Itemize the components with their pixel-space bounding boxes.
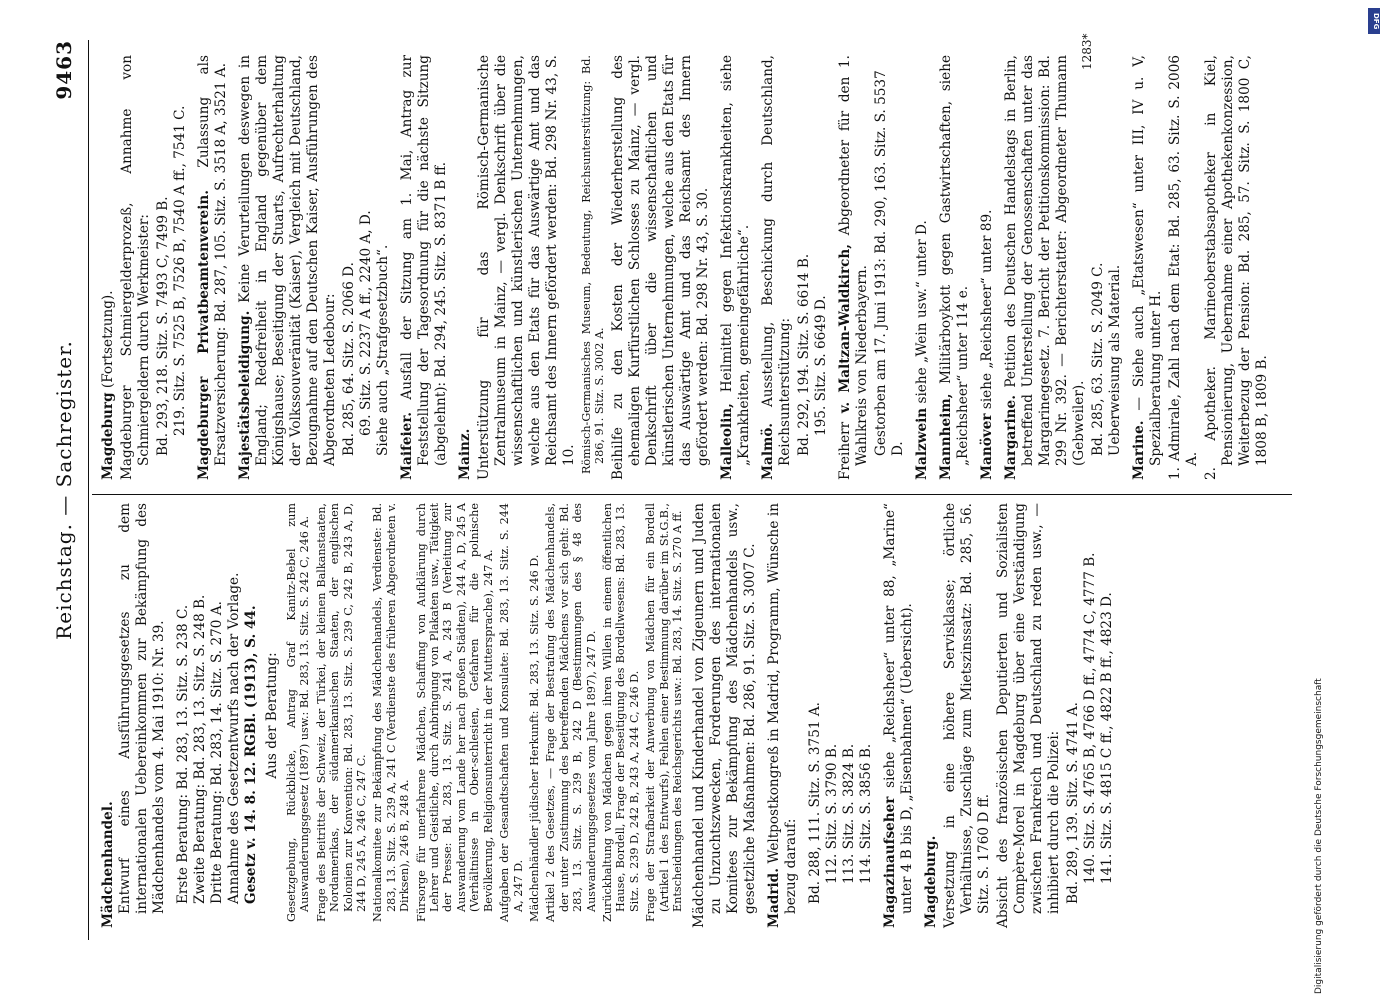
entry-text: Heilmittel gegen Infektionskrankheiten, siehe „Krankheiten, gemeingefährliche“. (718, 55, 752, 466)
entry-text: Absicht des französischen Deputierten und Sozialisten Compère-Morel in Magdeburg über eine Verständigung zwischen Frankreich und Deutschland zu reden usw., — inhibiert durch die Polizei: (995, 503, 1063, 928)
entry-text: Freiherr (836, 421, 853, 480)
entry-majestaetsbeleidigung (237, 55, 339, 480)
entry-mannheim (938, 55, 972, 480)
footer-mark: 1283* (1080, 33, 1094, 70)
entry-heading: Margarine. (1002, 395, 1019, 480)
entry-heading: Malzwein (913, 407, 930, 480)
entry-text: Weltpostkongreß in Madrid, Programm, Wünsche in bezug darauf: (766, 503, 800, 914)
detail-item: Aufgaben der Gesandtschaften und Konsulate: Bd. 283, 13. Sitz. S. 244 A, 247 D. (498, 503, 525, 922)
entry-malleolin (719, 55, 753, 480)
entry-sub: 219. Sitz. S. 7525 B, 7526 B, 7540 A ff., 7541 C. (172, 105, 188, 436)
detail-item: Artikel 2 des Gesetzes, — Frage der Bestrafung des Mädchenhandels, der unter Zustimmung des betreffenden Mädchens vor sich geht: Bd. 283, 13. Sitz. S. 239 B, 242 D (Bestimmungen des § 48 des Auswanderungsgesetzes vom Jahre 1897), 247 D. (544, 503, 598, 922)
entry-heading: Marine. (1130, 420, 1147, 480)
entry-heading: Mannheim, (937, 393, 954, 480)
detail-item: Nationalkomitee zur Bekämpfung des Mädchenhandels, Verdienste: Bd. 283, 13. Sitz. S. 239 A, 241 C (Verdienste des früheren Abgeordneten v. Dirksen), 246 B, 248 A. (371, 503, 412, 922)
entry-maltzan (837, 55, 871, 480)
entry-sub: Bd. 289, 139. Sitz. S. 4741 A. (1065, 702, 1082, 904)
entry-sub: Erste Beratung: Bd. 283, 13. Sitz. S. 238 C. (175, 604, 191, 904)
digitization-text: Digitalisierung gefördert durch die Deutsche Forschungsgemeinschaft (1314, 678, 1324, 994)
entry-text: siehe „Reichsheer“ unter 89. (978, 209, 995, 410)
entry-text: (Fortsetzung). (100, 290, 116, 389)
entry-text: — Siehe auch „Etatswesen“ unter III, IV u. V, Spezialberatung unter H. (1130, 55, 1164, 466)
entry-sub: 140. Sitz. S. 4765 B, 4766 D ff., 4774 C, 4777 B. (1082, 552, 1099, 884)
entry-sub: Bd. 285, 63. Sitz. S. 2049 C. (1089, 262, 1106, 456)
entry-heading: Malleolin, (718, 403, 735, 480)
entry-heading: Magdeburger Privatbeamtenverein. (196, 190, 212, 480)
entry-text: siehe „Reichsheer“ unter 88, „Marine“ unter 4 B bis D, „Eisenbahnen“ (Uebersicht). (882, 503, 916, 914)
left-column (100, 503, 1116, 928)
entry-heading: Magazinaufseher (882, 796, 899, 928)
entry-text: Ausstellung, Beschickung durch Deutschland, Reichsunterstützung: (759, 55, 793, 466)
entry-sub: 113. Sitz. S. 3824 B. (841, 743, 858, 884)
entry-heading: Madrid. (766, 868, 783, 928)
entry-mainz (457, 55, 474, 480)
numbered-item: 1. Admirale, Zahl nach dem Etat: Bd. 285, 63. Sitz. S. 2006 A. (1166, 55, 1200, 480)
entry-sub: 112. Sitz. S. 3790 B. (824, 743, 841, 884)
entry-sub: 195. Sitz. S. 6649 D. (812, 295, 829, 436)
entry-maifeier (399, 55, 450, 480)
entry-magazinaufseher (882, 503, 916, 928)
dfg-logo: DFG (1368, 8, 1380, 34)
entry-sub: Siehe auch „Strafgesetzbuch“. (375, 244, 391, 456)
entry-margarine (1003, 55, 1088, 480)
entry-sub: Zweite Beratung: Bd. 283, 13. Sitz. S. 248 B. (192, 594, 208, 904)
entry-heading: Mainz. (457, 428, 473, 480)
entry-sub: Ueberweisung als Material. (1106, 264, 1123, 456)
entry-text: siehe „Wein usw.“ unter D. (913, 220, 930, 404)
entry-magdeburg-cont (100, 55, 117, 480)
detail-item: Zurückhaltung von Mädchen gegen ihren Willen in einem öffentlichen Hause, Bordell, Frage der Beseitigung des Bordellwesens: Bd. 283, 13. Sitz. S. 239 D, 242 B, 243 A, 244 C, 246 D. (600, 503, 641, 922)
entry-privatbeamtenverein (196, 55, 230, 480)
detail-item: Gesetzgebung, Rückblicke, Antrag Graf Kanitz-Bebel zum Auswanderungsgesetz (1897) usw.: Bd. 283, 13. Sitz. S. 242 C, 246 A. (285, 503, 312, 922)
entry-sub: Bd. 288, 111. Sitz. S. 3751 A. (807, 702, 824, 904)
entry-text: Unterstützung für das Römisch-Germanische Zentralmuseum in Mainz, — vergl. Denkschrift über die wissenschaftlichen und künstlerischen Unternehmungen, welche aus den Etats für das Auswärtige Amt und das Reichsamt des Innern gefördert werden: Bd. 298 Nr. 43, S. 10. (476, 55, 577, 480)
header-title: Reichstag. — Sachregister. (52, 340, 76, 640)
entry-text: Keine Verurteilungen deswegen in England; Redefreiheit in England gegenüber dem Königshause; Beseitigung der Stuarts, Aufrechterhaltung der Volkssouveränität (Kaiser), Vergleich mit Deutschland, Bezugnahme auf den Deutschen Kaiser, Ausführungen des Abgeordneten Ledebour: (237, 55, 338, 466)
detail-item: Frage des Beitritts der Schweiz, der Türkei, der kleinen Balkanstaaten, Nordamerikas, der südamerikanischen Staaten, der englischen Kolonien zur Konvention: Bd. 283, 13. Sitz. S. 239 C, 242 B, 243 A, D, 244 D, 245 A, 246 C, 247 C. (314, 503, 369, 922)
entry-heading: Magdeburg. (923, 835, 940, 928)
entry-heading: Magdeburg (100, 392, 116, 480)
entry-text: Abgeordneter für den 1. Wahlkreis von Niederbayern. (836, 54, 870, 466)
page-number: 9463 (52, 40, 76, 100)
entry-heading: Malmö. (759, 423, 776, 480)
entry-text: Zulassung als Ersatzversicherung: Bd. 287, 105. Sitz. S. 3518 A, 3521 A. (196, 55, 229, 466)
entry-malzwein (914, 55, 931, 480)
entry-malmoe (760, 55, 794, 480)
detail-item: Frage der Strafbarkeit der Anwerbung von Mädchen für ein Bordell (Artikel 1 des Entwurfs), Fehlen einer Bestimmung darüber im St.G.B., Entscheidungen des Reichsgerichts usw.: Bd. 283, 14. Sitz. S. 270 A ff. (644, 503, 684, 922)
entry-text: Militärboykott gegen Gastwirtschaften, siehe „Reichsheer“ unter 114 e. (937, 55, 971, 466)
entry-heading: Majestätsbeleidigung. (237, 310, 253, 480)
entry-magdeburg (923, 503, 940, 928)
entry-text: Entwurf eines Ausführungsgesetzes zu dem internationalen Uebereinkommen zur Bekämpfung des Mädchenhandels vom 4. Mai 1910: Nr. 39. (117, 503, 167, 914)
detail-item: Fürsorge für unerfahrene Mädchen, Schaffung von Aufklärung durch Lehrer und Geistliche, durch Anbringung von Plakaten usw., Tätigkeit der Presse: Bd. 283, 13. Sitz. S. 241 A, 243 B (Verleitung zur Auswanderung vom Lande her nach großen Städten), 244 A, D, 245 A (Verhältnisse in Ober-schlesien, Gefahren für die polnische Bevölkerung, Religionsunterricht in der Muttersprache), 247 A. (414, 503, 495, 922)
sub-heading: Aus der Beratung: (264, 652, 280, 779)
right-column (100, 55, 1278, 480)
entry-heading: Manöver (978, 413, 995, 480)
entry-sub: 114. Sitz. S. 3856 B. (858, 743, 875, 884)
entry-sub: Bd. 293, 218. Sitz. S. 7493 C, 7499 B. (155, 196, 171, 456)
detail-item: Mädchenhändler jüdischer Herkunft: Bd. 283, 13. Sitz. S. 246 D. (527, 554, 541, 922)
entry-text: Petition des Deutschen Handelstags in Berlin, betreffend Unterstellung der Genossenschaften unter das Margarinegesetz. 7. Bericht der Petitionskommission: Bd. 299 Nr. 392. — Berichterstatter: Abgeordneter Thumann (Gebweiler). (1002, 55, 1087, 466)
entry-marine (1131, 55, 1165, 480)
header-rule (88, 40, 89, 940)
page-header (52, 40, 86, 940)
entry-sub: Gestorben am 17. Juni 1913: Bd. 290, 163. Sitz. S. 5537 D. (872, 70, 906, 456)
entry-sub: Dritte Beratung: Bd. 283, 14. Sitz. S. 270 A. (209, 601, 225, 904)
entry-sub: 141. Sitz. S. 4815 C ff., 4822 B ff., 4823 D. (1099, 592, 1116, 884)
entry-madrid (766, 503, 800, 928)
entry-text: Versetzung in eine höhere Servisklasse; örtliche Verhältnisse, Zuschläge zum Mietszinssatz: Bd. 285, 56. Sitz. S. 1760 D ff. (942, 503, 993, 928)
entry-heading: Mädchenhandel. (100, 801, 116, 928)
entry-sub: 69. Sitz. S. 2237 A ff., 2240 A, D. (358, 210, 374, 436)
entry-heading: v. Maltzan-Waldkirch, (836, 243, 853, 414)
entry-maedchenhandel (100, 503, 168, 928)
entry-sub: Bd. 292, 194. Sitz. S. 6614 B. (795, 253, 812, 456)
entry-manoever (979, 55, 996, 480)
entry-kinderhandel: Mädchenhandel und Kinderhandel von Zigeunern und Juden zu Unzuchtszwecken, Forderungen des internationalen Komitees zur Bekämpfung des Mädchenhandels usw., gesetzliche Maßnahmen: Bd. 286, 91. Sitz. S. 3007 C. (691, 503, 759, 928)
numbered-item: 2. Apotheker. Marineoberstabsapotheker in Kiel, Pensionierung, Uebernahme einer Apothekenkonzession, Weiterbezug der Pension: Bd. 285, 57. Sitz. S. 1800 C, 1808 B, 1809 B. (1202, 55, 1270, 480)
entry-text: Ausfall der Sitzung am 1. Mai, Antrag zur Feststellung der Tagesordnung für die nächste Sitzung (abgelehnt): Bd. 294, 245. Sitz. S. 8371 B ff. (399, 55, 449, 466)
entry-sub: Annahme des Gesetzentwurfs nach der Vorlage. (226, 572, 242, 904)
entry-sub: Bd. 285, 64. Sitz. S. 2066 D. (341, 262, 357, 456)
entry-text: Beihilfe zu den Kosten der Wiederherstellung des ehemaligen Kurfürstlichen Schlosses zu Mainz, — vergl. Denkschrift über die wissenschaftlichen und künstlerischen Unternehmungen, welche aus den Etats für das Auswärtige Amt und das Reichsamt des Innern gefördert werden: Bd. 298 Nr. 43, S. 30. (609, 55, 711, 480)
entry-sub: Gesetz v. 14. 8. 12. RGBl. (1913), S. 44. (243, 605, 259, 904)
detail-item: Römisch-Germanisches Museum, Bedeutung, Reichsunterstützung: Bd. 286, 91. Sitz. S. 3002 A. (580, 55, 607, 474)
entry-text: Magdeburger Schmiergelderprozeß, Annahme von Schmiergeldern durch Werkmeister: (119, 55, 152, 480)
entry-heading: Maifeier. (399, 412, 415, 480)
column-divider (92, 494, 1292, 495)
